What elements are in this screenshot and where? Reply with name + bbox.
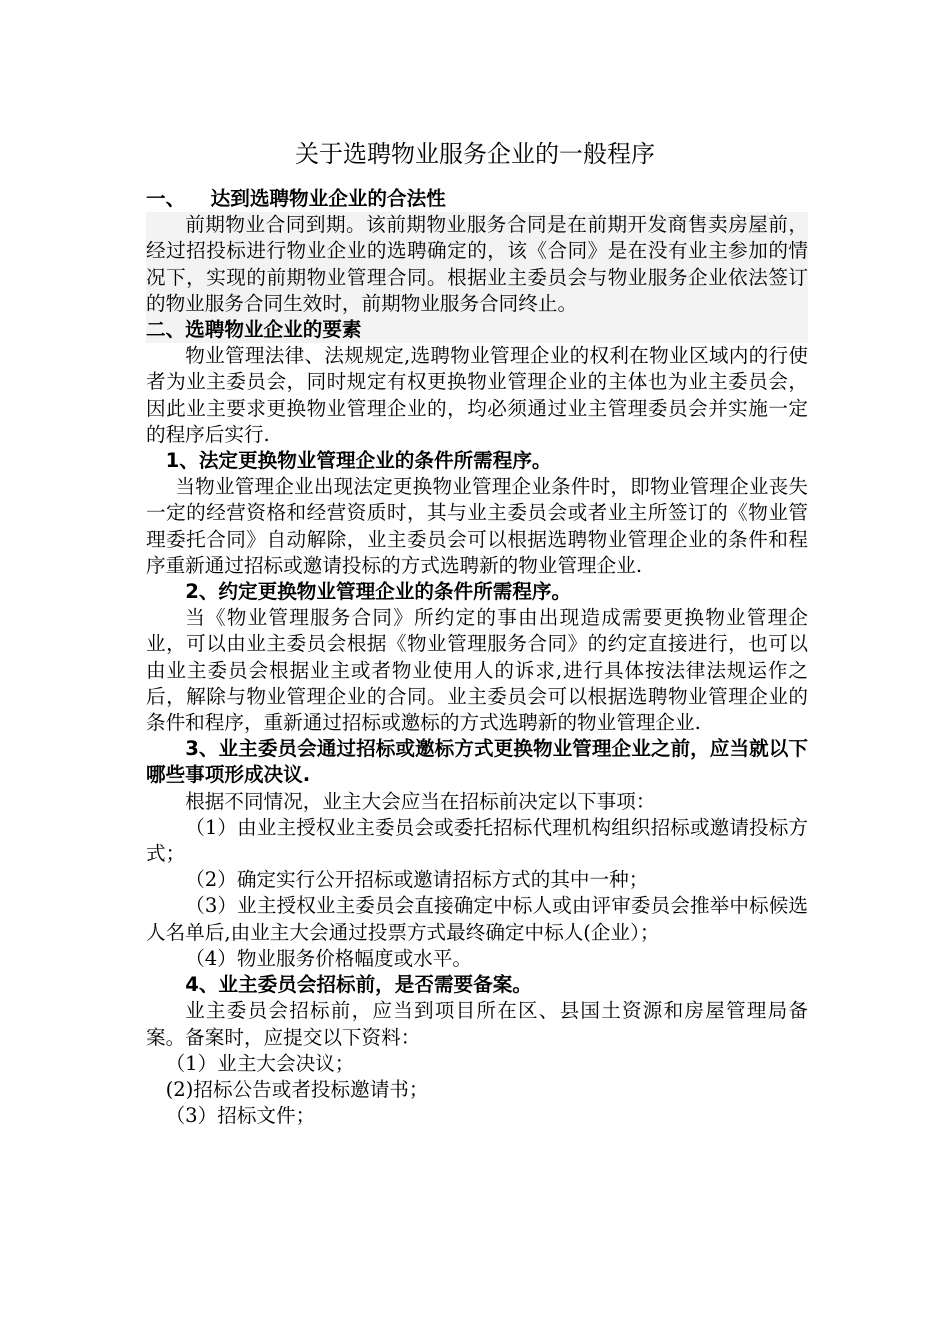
point-3-item-4: （4）物业服务价格幅度或水平。 bbox=[185, 946, 472, 970]
section-1-paragraph: 前期物业合同到期。该前期物业服务合同是在前期开发商售卖房屋前，经过招投标进行物业企业的选聘确定的，该《合同》是在没有业主参加的情况下，实现的前期物业管理合同。根据业主委员会与物业服务企业依法签订的物业服务合同生效时，前期物业服务合同终止。 bbox=[146, 212, 808, 317]
point-4-paragraph: 业主委员会招标前，应当到项目所在区、县国土资源和房屋管理局备案。备案时，应提交以下资料： bbox=[146, 999, 808, 1049]
point-1-paragraph: 当物业管理企业出现法定更换物业管理企业条件时，即物业管理企业丧失一定的经营资格和经营资质时，其与业主委员会或者业主所签订的《物业管理委托合同》自动解除，业主委员会可以根据选聘物业管理企业的条件和程序重新通过招标或邀请投标的方式选聘新的物业管理企业. bbox=[146, 475, 808, 577]
point-4-item-2: (2)招标公告或者投标邀请书； bbox=[165, 1077, 429, 1101]
point-2-paragraph: 当《物业管理服务合同》所约定的事由出现造成需要更换物业管理企业，可以由业主委员会根据《物业管理服务合同》的约定直接进行，也可以由业主委员会根据业主或者物业使用人的诉求,进行具体按法律法规运作之后，解除与物业管理企业的合同。业主委员会可以根据选聘物业管理企业的条件和程序，重新通过招标或邀标的方式选聘新的物业管理企业. bbox=[146, 606, 808, 735]
point-1-heading: 1、法定更换物业管理企业的条件所需程序。 bbox=[165, 449, 552, 473]
point-4-heading: 4、业主委员会招标前，是否需要备案。 bbox=[185, 973, 532, 997]
point-3-item-3: （3）业主授权业主委员会直接确定中标人或由评审委员会推举中标候选人名单后,由业主大会通过投票方式最终确定中标人(企业）； bbox=[146, 894, 808, 944]
point-4-item-1: （1）业主大会决议； bbox=[165, 1051, 355, 1075]
document-body bbox=[146, 186, 808, 1129]
point-3-item-1: （1）由业主授权业主委员会或委托招标代理机构组织招标或邀请投标方式； bbox=[146, 815, 808, 866]
point-3-item-2: （2）确定实行公开招标或邀请招标方式的其中一种； bbox=[185, 868, 649, 892]
point-4-item-3: （3）招标文件； bbox=[165, 1104, 316, 1128]
section-1-title: 达到选聘物业企业的合法性 bbox=[210, 187, 446, 210]
section-2-paragraph: 物业管理法律、法规规定,选聘物业管理企业的权利在物业区域内的行使者为业主委员会，同时规定有权更换物业管理企业的主体也为业主委员会，因此业主要求更换物业管理企业的，均必须通过业主管理委员会并实施一定的程序后实行. bbox=[146, 344, 808, 446]
section-1-number: 一、 bbox=[146, 187, 186, 210]
point-3-intro: 根据不同情况，业主大会应当在招标前决定以下事项： bbox=[185, 789, 656, 813]
point-3-heading: 3、业主委员会通过招标或邀标方式更换物业管理企业之前，应当就以下哪些事项形成决议. bbox=[146, 737, 808, 787]
section-1-heading bbox=[146, 186, 808, 212]
document-title: 关于选聘物业服务企业的一般程序 bbox=[295, 140, 655, 168]
section-2-heading: 二、选聘物业企业的要素 bbox=[146, 317, 808, 343]
point-2-heading: 2、约定更换物业管理企业的条件所需程序。 bbox=[185, 580, 572, 604]
